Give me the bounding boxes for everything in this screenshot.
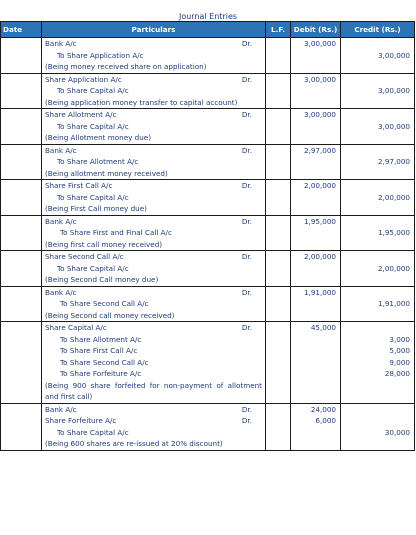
journal-body <box>1 38 415 451</box>
journal-entry-row <box>1 215 415 251</box>
credit-account: To Share Forfeiture A/c <box>60 369 142 378</box>
lf-cell <box>266 215 291 251</box>
debit-cell <box>291 73 341 109</box>
credit-amount: 3,00,000 <box>377 50 410 60</box>
debit-amount: 2,97,000 <box>303 145 336 155</box>
credit-spacer <box>343 251 410 263</box>
journal-entry-row <box>1 38 415 74</box>
credit-spacer <box>343 322 410 334</box>
debit-line <box>45 145 262 157</box>
credit-amount: 1,95,000 <box>377 228 410 237</box>
dr-marker: Dr. <box>241 110 252 119</box>
date-cell <box>1 403 42 450</box>
narration: (Being application money transfer to capital account) <box>45 97 238 107</box>
credit-account: To Share Second Call A/c <box>60 357 149 367</box>
credit-spacer <box>343 287 410 299</box>
debit-amount: 1,91,000 <box>303 287 336 297</box>
lf-cell <box>266 251 291 287</box>
dr-marker: Dr. <box>241 416 252 425</box>
credit-amount: 5,000 <box>389 346 410 355</box>
dr-marker: Dr. <box>241 39 252 48</box>
debit-account: Bank A/c <box>45 287 77 297</box>
particulars-cell <box>42 403 266 450</box>
journal-table <box>0 21 415 451</box>
credit-amount: 3,00,000 <box>377 86 410 95</box>
credit-account: To Share First Call A/c <box>60 346 138 355</box>
particulars-cell <box>42 286 266 322</box>
credit-amount: 1,91,000 <box>377 299 410 308</box>
credit-account: To Share Capital A/c <box>57 121 129 131</box>
debit-amount: 45,000 <box>310 323 336 332</box>
dr-marker: Dr. <box>241 216 252 226</box>
debit-cell <box>291 109 341 145</box>
credit-amount: 2,00,000 <box>377 263 410 273</box>
credit-amount: 3,000 <box>389 334 410 344</box>
lf-cell <box>266 180 291 216</box>
credit-account: To Share Second Call A/c <box>60 299 149 308</box>
header-credit: Credit (Rs.) <box>341 22 415 38</box>
debit-account: Share Allotment A/c <box>45 110 117 119</box>
date-cell <box>1 251 42 287</box>
particulars-cell <box>42 180 266 216</box>
journal-entry-row <box>1 73 415 109</box>
credit-account: To Share Capital A/c <box>57 263 129 273</box>
credit-account: To Share Allotment A/c <box>60 334 142 344</box>
debit-line <box>45 216 262 228</box>
credit-spacer <box>343 38 410 50</box>
narration: (Being 600 shares are re-issued at 20% discount) <box>45 439 223 448</box>
credit-spacer <box>343 74 410 86</box>
debit-cell <box>291 215 341 251</box>
header-debit: Debit (Rs.) <box>291 22 341 38</box>
credit-amount: 30,000 <box>384 427 410 437</box>
particulars-cell <box>42 251 266 287</box>
debit-account: Share Forfeiture A/c <box>45 416 117 425</box>
particulars-cell <box>42 73 266 109</box>
debit-cell <box>291 403 341 450</box>
lf-cell <box>266 286 291 322</box>
credit-cell <box>341 286 415 322</box>
debit-account: Bank A/c <box>45 39 77 48</box>
narration: (Being Second Call money due) <box>45 275 159 284</box>
dr-marker: Dr. <box>241 74 252 84</box>
lf-cell <box>266 322 291 404</box>
credit-account: To Share Capital A/c <box>57 86 129 95</box>
dr-marker: Dr. <box>241 404 252 414</box>
debit-cell <box>291 38 341 74</box>
date-cell <box>1 144 42 180</box>
debit-account: Bank A/c <box>45 404 77 414</box>
debit-line <box>45 74 262 86</box>
debit-amount: 24,000 <box>310 404 336 414</box>
credit-account: To Share Capital A/c <box>57 427 129 437</box>
debit-cell <box>291 286 341 322</box>
debit-line <box>45 109 262 121</box>
credit-account: To Share Capital A/c <box>57 192 129 202</box>
credit-amount: 28,000 <box>384 369 410 378</box>
lf-cell <box>266 109 291 145</box>
header-particulars: Particulars <box>42 22 266 38</box>
credit-spacer <box>343 145 410 157</box>
journal-entry-row <box>1 251 415 287</box>
journal-entry-row <box>1 322 415 404</box>
debit-line <box>45 38 262 50</box>
narration: (Being Second call money received) <box>45 310 175 320</box>
particulars-cell <box>42 322 266 404</box>
debit-account: Share Capital A/c <box>45 323 107 332</box>
narration: (Being allotment money received) <box>45 168 168 178</box>
debit-cell <box>291 144 341 180</box>
journal-entry-row <box>1 286 415 322</box>
credit-spacer <box>343 216 410 228</box>
credit-cell <box>341 180 415 216</box>
debit-amount: 2,00,000 <box>303 181 336 190</box>
journal-entry-row <box>1 144 415 180</box>
header-row <box>1 22 415 38</box>
header-date: Date <box>1 22 42 38</box>
credit-account: To Share Allotment A/c <box>57 157 139 166</box>
credit-spacer <box>343 109 410 121</box>
date-cell <box>1 215 42 251</box>
debit-line <box>45 287 262 299</box>
dr-marker: Dr. <box>241 181 252 190</box>
header-lf: L.F. <box>266 22 291 38</box>
debit-line <box>45 415 262 427</box>
dr-marker: Dr. <box>241 323 252 332</box>
debit-account: Share Application A/c <box>45 74 122 84</box>
credit-account: To Share First and Final Call A/c <box>60 228 172 237</box>
debit-account: Bank A/c <box>45 145 77 155</box>
debit-amount: 2,00,000 <box>303 252 336 261</box>
debit-line <box>45 322 262 334</box>
debit-line <box>45 251 262 263</box>
credit-spacer <box>343 404 410 416</box>
particulars-cell <box>42 38 266 74</box>
credit-cell <box>341 251 415 287</box>
debit-cell <box>291 251 341 287</box>
debit-amount: 1,95,000 <box>303 216 336 226</box>
journal-entry-row <box>1 403 415 450</box>
credit-cell <box>341 144 415 180</box>
date-cell <box>1 73 42 109</box>
narration: (Being Allotment money due) <box>45 133 152 142</box>
lf-cell <box>266 403 291 450</box>
date-cell <box>1 180 42 216</box>
date-cell <box>1 322 42 404</box>
debit-amount: 3,00,000 <box>303 74 336 84</box>
lf-cell <box>266 38 291 74</box>
dr-marker: Dr. <box>241 145 252 155</box>
credit-amount: 3,00,000 <box>377 121 410 131</box>
debit-cell <box>291 322 341 404</box>
journal-entry-row <box>1 109 415 145</box>
credit-cell <box>341 215 415 251</box>
credit-amount: 9,000 <box>389 357 410 367</box>
dr-marker: Dr. <box>241 252 252 261</box>
lf-cell <box>266 144 291 180</box>
debit-account: Bank A/c <box>45 216 77 226</box>
credit-spacer <box>343 180 410 192</box>
lf-cell <box>266 73 291 109</box>
narration: (Being First Call money due) <box>45 204 147 213</box>
debit-cell <box>291 180 341 216</box>
credit-cell <box>341 322 415 404</box>
particulars-cell <box>42 144 266 180</box>
narration: (Being 900 share forfeited for non-payment of allotment and first call) <box>45 380 262 401</box>
journal-entry-row <box>1 180 415 216</box>
date-cell <box>1 38 42 74</box>
particulars-cell <box>42 215 266 251</box>
credit-cell <box>341 403 415 450</box>
debit-line <box>45 180 262 192</box>
debit-amount: 3,00,000 <box>303 110 336 119</box>
credit-amount: 2,00,000 <box>377 192 410 202</box>
debit-account: Share First Call A/c <box>45 181 113 190</box>
debit-amount: 3,00,000 <box>303 39 336 48</box>
journal-title: Journal Entries <box>178 12 238 21</box>
credit-cell <box>341 109 415 145</box>
dr-marker: Dr. <box>241 287 252 297</box>
particulars-cell <box>42 109 266 145</box>
narration: (Being money received share on application) <box>45 62 207 71</box>
credit-spacer <box>343 415 410 427</box>
date-cell <box>1 286 42 322</box>
debit-amount: 6,000 <box>315 416 336 425</box>
debit-account: Share Second Call A/c <box>45 252 124 261</box>
debit-line <box>45 404 262 416</box>
credit-account: To Share Application A/c <box>57 50 144 60</box>
narration: (Being first call money received) <box>45 239 163 249</box>
credit-cell <box>341 38 415 74</box>
date-cell <box>1 109 42 145</box>
credit-amount: 2,97,000 <box>377 157 410 166</box>
credit-cell <box>341 73 415 109</box>
